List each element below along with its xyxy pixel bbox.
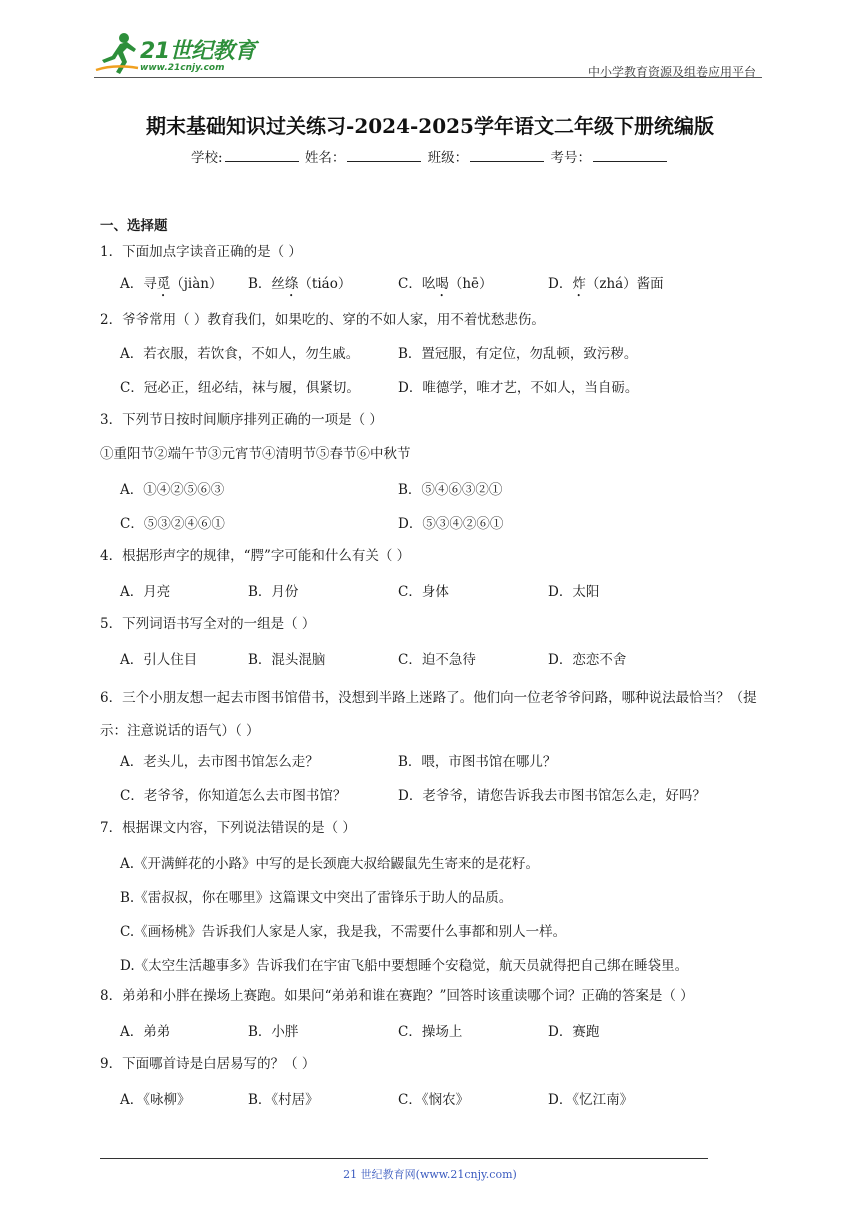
option-text: 酱面 bbox=[636, 276, 664, 292]
page-title: 期末基础知识过关练习-2024-2025学年语文二年级下册统编版 bbox=[146, 114, 714, 138]
number-field[interactable] bbox=[593, 149, 667, 162]
logo-text: 21世纪教育 bbox=[140, 39, 256, 64]
option-d: D．《忆江南》 bbox=[548, 1092, 634, 1108]
option-c: C．《悯农》 bbox=[398, 1092, 470, 1108]
option-text: D． bbox=[548, 276, 573, 292]
option-a: A.《开满鲜花的小路》中写的是长颈鹿大叔给鼹鼠先生寄来的是花籽。 bbox=[120, 856, 540, 872]
option-d: D．老爷爷，请您告诉我去市图书馆怎么走，好吗？ bbox=[398, 788, 706, 804]
question-stem: 6．三个小朋友想一起去市图书馆借书，没想到半路上迷路了。他们向一位老爷爷问路，哪种说法最恰当？（提示：注意说话的语气）（ ） bbox=[100, 690, 757, 739]
option-b: B．《村居》 bbox=[248, 1092, 319, 1108]
option-a: A．①④②⑤⑥③ bbox=[120, 482, 225, 498]
option-d: D．太阳 bbox=[548, 584, 600, 600]
runner-logo-icon bbox=[94, 30, 140, 76]
option-b bbox=[248, 272, 351, 300]
option-c: C．老爷爷，你知道怎么去市图书馆？ bbox=[120, 788, 347, 804]
platform-label: 中小学教育资源及组卷应用平台 bbox=[587, 65, 756, 79]
name-label: 姓名： bbox=[304, 150, 346, 166]
question-stem: 8．弟弟和小胖在操场上赛跑。如果问“弟弟和谁在赛跑？”回答时该重读哪个词？正确的答案是（ ） bbox=[100, 988, 694, 1004]
option-d: D.《太空生活趣事多》告诉我们在宇宙飞船中要想睡个安稳觉，航天员就得把自己绑在睡袋里。 bbox=[120, 958, 689, 974]
class-field[interactable] bbox=[470, 149, 544, 162]
question-stem: 9．下面哪首诗是白居易写的？（ ） bbox=[100, 1056, 316, 1072]
question-stem: 5．下列词语书写全对的一组是（ ） bbox=[100, 616, 316, 632]
option-a bbox=[120, 272, 223, 300]
pinyin: （hē） bbox=[448, 276, 493, 292]
option-b: B．月份 bbox=[248, 584, 299, 600]
pinyin: （tiáo） bbox=[298, 276, 352, 292]
option-b: B.《雷叔叔，你在哪里》这篇课文中突出了雷锋乐于助人的品质。 bbox=[120, 890, 513, 906]
option-b: B．⑤④⑥③②① bbox=[398, 482, 503, 498]
question-stem: 1．下面加点字读音正确的是（ ） bbox=[100, 244, 302, 260]
option-d: D．唯德学，唯才艺，不如人，当自砺。 bbox=[398, 380, 639, 396]
option-c: C.《画杨桃》告诉我们人家是人家，我是我，不需要什么事都和别人一样。 bbox=[120, 924, 567, 940]
name-field[interactable] bbox=[347, 149, 421, 162]
school-label: 学校: bbox=[191, 150, 223, 166]
dotted-char: 炸 bbox=[572, 276, 586, 292]
logo bbox=[94, 30, 264, 78]
option-b: B．混头混脑 bbox=[248, 652, 326, 668]
option-a: A．《咏柳》 bbox=[120, 1092, 191, 1108]
question-subtext: ①重阳节②端午节③元宵节④清明节⑤春节⑥中秋节 bbox=[100, 446, 411, 462]
header-divider bbox=[94, 77, 762, 78]
question-stem: 4．根据形声字的规律，“腭”字可能和什么有关（ ） bbox=[100, 548, 411, 564]
question-stem: 3．下列节日按时间顺序排列正确的一项是（ ） bbox=[100, 412, 383, 428]
logo-url: www.21cnjy.com bbox=[140, 63, 225, 73]
student-info-line bbox=[0, 146, 860, 166]
option-d: D．恋恋不舍 bbox=[548, 652, 627, 668]
question-stem: 7．根据课文内容，下列说法错误的是（ ） bbox=[100, 820, 356, 836]
dotted-char: 绦 bbox=[284, 276, 299, 292]
footer-link[interactable]: 21 世纪教育网(www.21cnjy.com) bbox=[343, 1168, 517, 1181]
option-b: B．喂，市图书馆在哪儿？ bbox=[398, 754, 557, 770]
option-a: A．老头儿，去市图书馆怎么走？ bbox=[120, 754, 319, 770]
section-heading: 一、选择题 bbox=[100, 218, 168, 234]
option-c: C．身体 bbox=[398, 584, 449, 600]
pinyin: （jiàn） bbox=[170, 276, 223, 292]
option-b: B．小胖 bbox=[248, 1024, 299, 1040]
footer-divider bbox=[100, 1158, 708, 1159]
option-a: A．引人住目 bbox=[120, 652, 198, 668]
option-text: A．寻 bbox=[120, 276, 157, 292]
number-label: 考号： bbox=[550, 150, 591, 166]
option-d: D．⑤③④②⑥① bbox=[398, 516, 504, 532]
option-a: A．弟弟 bbox=[120, 1024, 171, 1040]
option-c: C．⑤③②④⑥① bbox=[120, 516, 225, 532]
option-a: A．若衣服，若饮食，不如人，勿生戚。 bbox=[120, 346, 360, 362]
class-label: 班级： bbox=[427, 150, 469, 166]
option-text: C．吆 bbox=[398, 276, 436, 292]
pinyin: （zhá） bbox=[585, 276, 637, 292]
page-header bbox=[94, 30, 758, 78]
dotted-char: 觅 bbox=[156, 276, 171, 292]
option-c: C．迫不急待 bbox=[398, 652, 476, 668]
option-c bbox=[398, 272, 493, 300]
option-c: C．操场上 bbox=[398, 1024, 463, 1040]
option-d: D．赛跑 bbox=[548, 1024, 600, 1040]
school-field[interactable] bbox=[225, 149, 299, 162]
option-c: C．冠必正，纽必结，袜与履，俱紧切。 bbox=[120, 380, 360, 396]
option-b: B．置冠服，有定位，勿乱顿，致污秽。 bbox=[398, 346, 638, 362]
dotted-char: 喝 bbox=[435, 276, 449, 292]
question-stem: 2．爷爷常用（ ）教育我们，如果吃的、穿的不如人家，用不着忧愁悲伤。 bbox=[100, 312, 545, 328]
option-text: B．丝 bbox=[248, 276, 285, 292]
option-d bbox=[548, 272, 664, 300]
option-a: A．月亮 bbox=[120, 584, 171, 600]
